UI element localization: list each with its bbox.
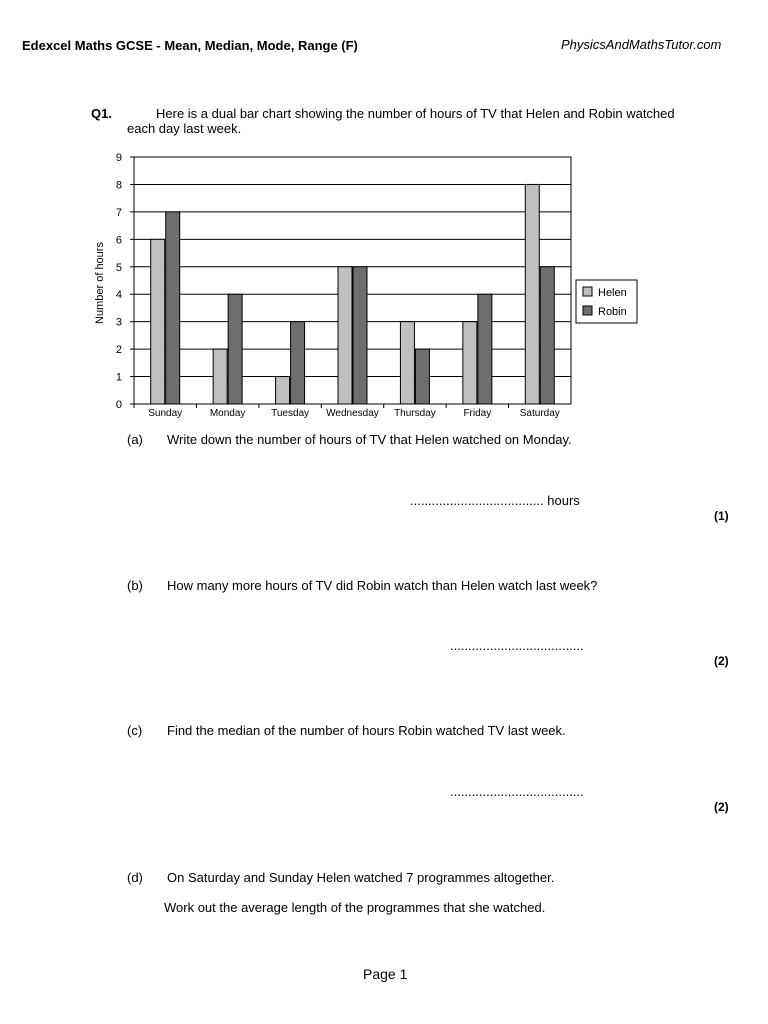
bar-helen-wednesday xyxy=(338,267,352,404)
x-tick-label: Sunday xyxy=(148,408,183,419)
dual-bar-chart xyxy=(0,0,768,430)
y-tick-label: 2 xyxy=(115,344,122,357)
part-c-label: (c) xyxy=(127,723,143,738)
y-tick-label: 1 xyxy=(115,371,122,384)
site-name: PhysicsAndMathsTutor.com xyxy=(561,37,722,52)
part-a-label: (a) xyxy=(127,432,143,447)
y-axis-label: Number of hours xyxy=(94,242,106,324)
legend-swatch-robin xyxy=(583,306,592,315)
x-tick-label: Tuesday xyxy=(271,408,310,419)
part-a-text: Write down the number of hours of TV that Helen watched on Monday. xyxy=(167,432,572,447)
bar-helen-friday xyxy=(463,322,477,404)
part-a-marks: (1) xyxy=(714,509,729,523)
bar-robin-wednesday xyxy=(353,267,367,404)
chart-legend xyxy=(576,280,637,323)
x-tick-label: Friday xyxy=(463,408,492,419)
y-tick-labels xyxy=(116,152,122,411)
bar-robin-saturday xyxy=(540,267,554,404)
part-b-marks: (2) xyxy=(714,654,729,668)
part-b-text: How many more hours of TV did Robin watch than Helen watch last week? xyxy=(167,578,598,593)
question-number: Q1. xyxy=(91,106,112,121)
y-tick-label: 6 xyxy=(115,234,122,247)
bar-helen-monday xyxy=(213,349,227,404)
y-tick-label: 0 xyxy=(115,399,122,411)
bar-helen-sunday xyxy=(151,239,165,404)
x-tick-labels xyxy=(148,408,560,419)
legend-label-helen: Helen xyxy=(598,287,627,299)
y-tick-label: 9 xyxy=(115,152,122,164)
y-tick-label: 3 xyxy=(115,316,122,329)
part-c-text: Find the median of the number of hours Robin watched TV last week. xyxy=(167,723,566,738)
part-b-label: (b) xyxy=(127,578,143,593)
y-tick-label: 5 xyxy=(115,261,122,274)
x-tick-label: Monday xyxy=(209,408,246,419)
x-tick-label: Thursday xyxy=(394,408,436,419)
part-d-text-2: Work out the average length of the programmes that she watched. xyxy=(164,900,546,915)
question-intro: Here is a dual bar chart showing the number of hours of TV that Helen and Robin watched each day last week. xyxy=(127,106,675,136)
bar-helen-tuesday xyxy=(276,377,290,404)
part-c-answer-line[interactable]: ..................................... xyxy=(450,784,584,799)
part-d-label: (d) xyxy=(127,870,143,885)
x-tick-label: Saturday xyxy=(519,408,560,419)
bar-robin-thursday xyxy=(415,349,429,404)
bar-robin-friday xyxy=(478,294,492,404)
y-tick-label: 7 xyxy=(115,206,122,219)
page-number: Page 1 xyxy=(363,966,408,982)
bar-helen-saturday xyxy=(525,184,539,404)
bar-robin-tuesday xyxy=(291,322,305,404)
y-tick-label: 8 xyxy=(115,179,122,192)
legend-label-robin: Robin xyxy=(598,306,627,318)
part-b-answer-line[interactable]: ..................................... xyxy=(450,638,584,653)
bar-robin-monday xyxy=(228,294,242,404)
part-a-answer-line[interactable]: ..................................... hours xyxy=(410,493,580,508)
bar-robin-sunday xyxy=(166,212,180,404)
y-tick-label: 4 xyxy=(115,289,122,302)
x-tick-label: Wednesday xyxy=(326,408,379,419)
bar-helen-thursday xyxy=(400,322,414,404)
part-d-text: On Saturday and Sunday Helen watched 7 programmes altogether. xyxy=(167,870,555,885)
part-c-marks: (2) xyxy=(714,800,729,814)
legend-swatch-helen xyxy=(583,287,592,296)
document-title: Edexcel Maths GCSE - Mean, Median, Mode, Range (F) xyxy=(22,38,358,53)
